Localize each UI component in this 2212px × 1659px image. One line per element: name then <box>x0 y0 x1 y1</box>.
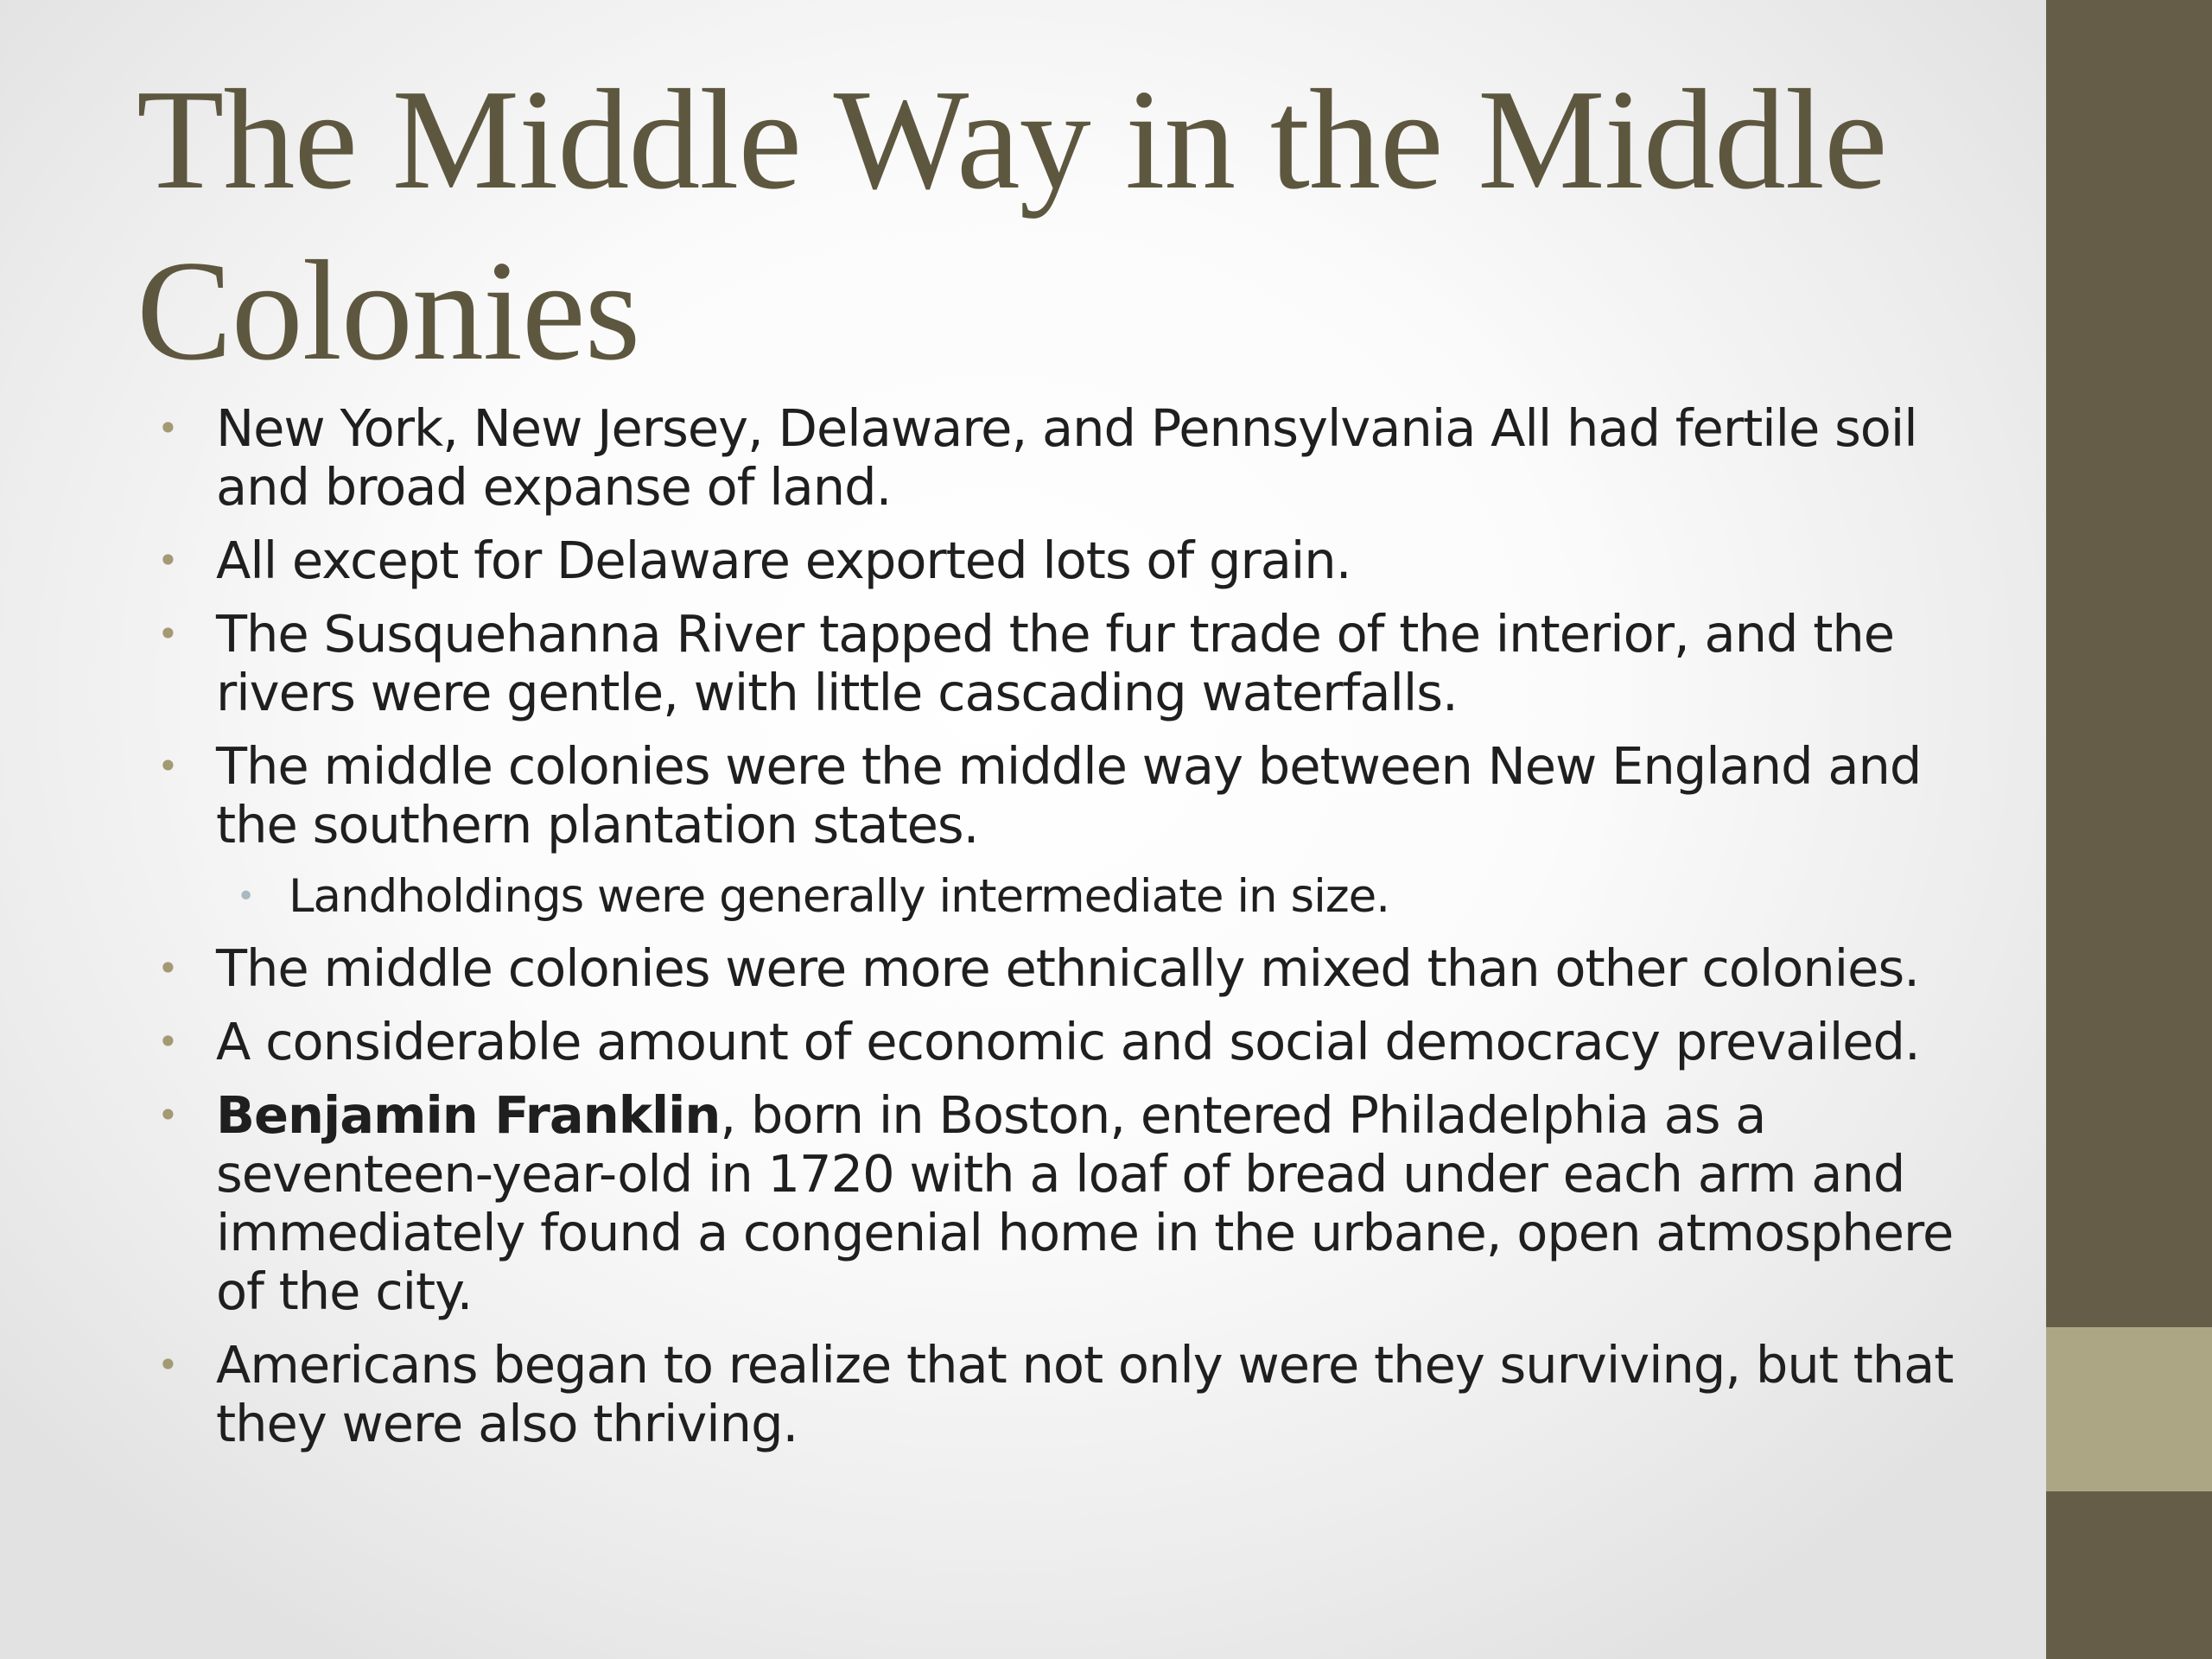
bullet-text: The middle colonies were more ethnically mixed than other colonies. <box>216 938 1919 998</box>
sub-bullet-text: Landholdings were generally intermediate in size. <box>289 870 1390 923</box>
bullet-text: Americans began to realize that not only were they surviving, but that they were also thriving. <box>216 1335 1954 1453</box>
bullet-text: The middle colonies were the middle way between New England and the southern plantation states. <box>216 736 1922 855</box>
bullet-dot-icon: • <box>157 1344 178 1386</box>
sub-bullet-item <box>237 869 1961 925</box>
bullet-dot-icon: • <box>157 407 178 449</box>
bullet-dot-icon: • <box>157 745 178 787</box>
slide-title: The Middle Way in the Middle Colonies <box>137 60 1887 390</box>
bullet-item <box>157 604 1961 722</box>
bullet-item <box>157 938 1961 998</box>
bullet-dot-icon: • <box>157 947 178 989</box>
bold-name: Benjamin Franklin <box>216 1085 721 1145</box>
side-decor-accent <box>2046 1327 2212 1491</box>
bullet-text: A considerable amount of economic and social democracy prevailed. <box>216 1012 1920 1071</box>
bullet-text: New York, New Jersey, Delaware, and Pennsylvania All had fertile soil and broad expanse of land. <box>216 398 1917 517</box>
bullet-item <box>157 1012 1961 1071</box>
bullet-dot-icon: • <box>157 1094 178 1136</box>
bullet-dot-icon: • <box>157 613 178 655</box>
bullet-text <box>216 1085 1953 1321</box>
bullet-text: The Susquehanna River tapped the fur trade of the interior, and the rivers were gentle, with little cascading waterfalls. <box>216 604 1895 722</box>
bullet-item <box>157 736 1961 855</box>
bullet-list <box>157 398 1961 1468</box>
bullet-dot-icon: • <box>157 1020 178 1063</box>
bullet-text-rest: , born in Boston, entered Philadelphia as a seventeen-year-old in 1720 with a loaf of bread under each arm and immediately found a congenial home in the urbane, open atmosphere of the city. <box>216 1085 1954 1321</box>
bullet-text: All except for Delaware exported lots of grain. <box>216 531 1351 590</box>
bullet-item <box>157 1335 1961 1453</box>
bullet-dot-icon: • <box>157 539 178 582</box>
bullet-item <box>157 531 1961 590</box>
bullet-item <box>157 398 1961 517</box>
sub-bullet-dot-icon: • <box>237 879 255 914</box>
bullet-item <box>157 1085 1961 1321</box>
